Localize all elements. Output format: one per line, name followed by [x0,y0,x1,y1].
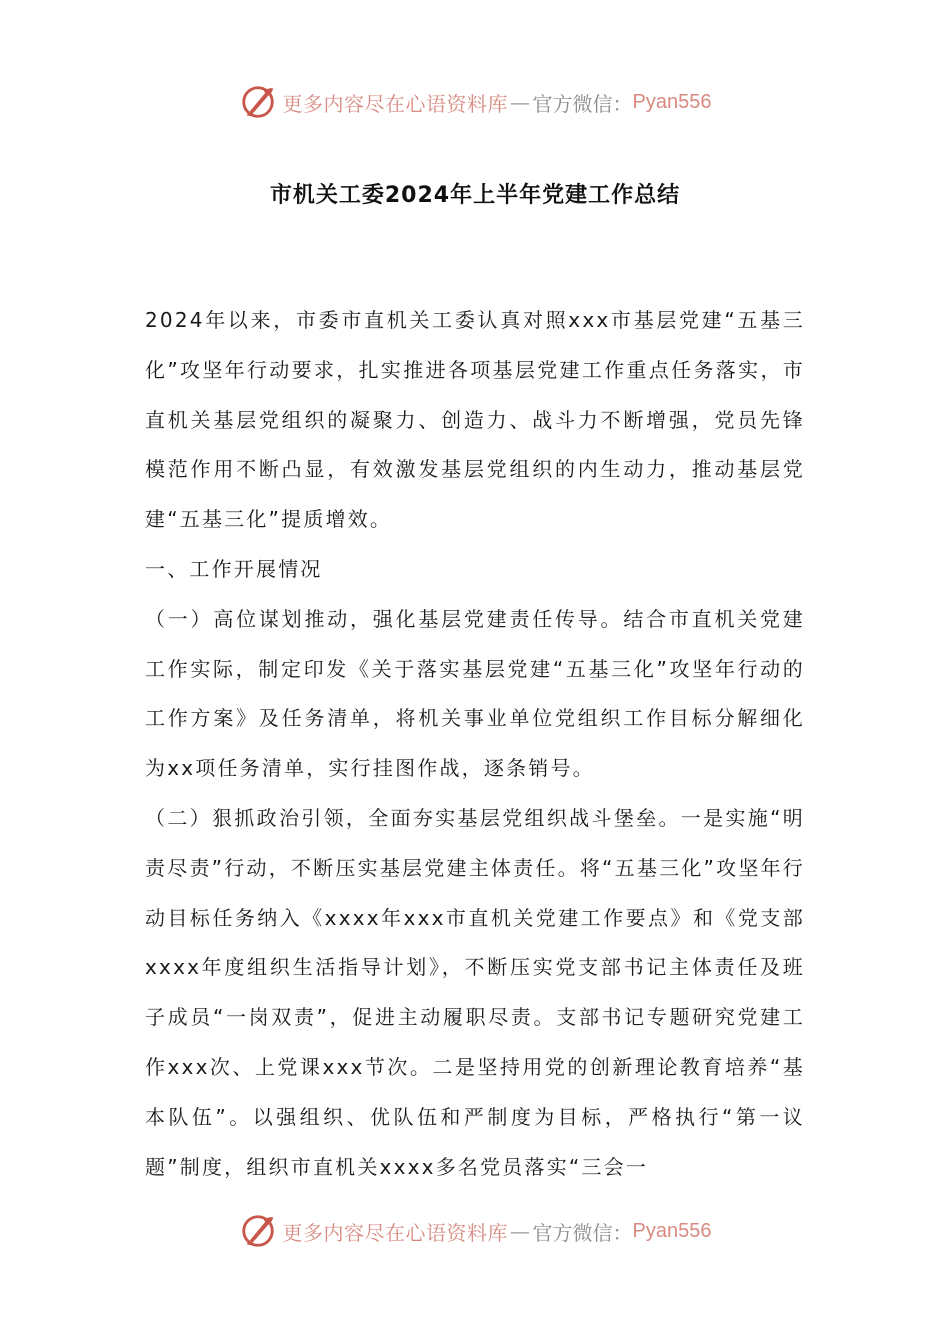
quill-logo-icon [239,83,277,121]
watermark-site-text: 更多内容尽在心语资料库 [282,1220,509,1245]
watermark-separator: — [510,1219,531,1243]
document-body [145,296,805,1192]
watermark-footer [0,1211,950,1251]
paragraph-item-1: （一）高位谋划推动，强化基层党建责任传导。结合市直机关党建工作实际，制定印发《关于落实基层党建“五基三化”攻坚年行动的工作方案》及任务清单，将机关事业单位党组织工作目标分解细化为xx项任务清单，实行挂图作战，逐条销号。 [145,606,805,781]
watermark-wechat-label: 官方微信： [532,91,633,116]
section-heading-1: 一、工作开展情况 [145,556,323,581]
document-title: 市机关工委2024年上半年党建工作总结 [269,183,681,208]
watermark-separator: — [510,90,531,114]
watermark-wechat-label: 官方微信： [532,1220,633,1245]
watermark-header [0,82,950,122]
watermark-site-text: 更多内容尽在心语资料库 [282,91,509,116]
paragraph-intro: 2024年以来，市委市直机关工委认真对照xxx市基层党建“五基三化”攻坚年行动要求，扎实推进各项基层党建工作重点任务落实，市直机关基层党组织的凝聚力、创造力、战斗力不断增强，党员先锋模范作用不断凸显，有效激发基层党组织的内生动力，推动基层党建“五基三化”提质增效。 [145,308,805,532]
quill-logo-icon [239,1212,277,1250]
watermark-wechat-id: Pyan556 [632,90,712,113]
paragraph-item-2: （二）狠抓政治引领，全面夯实基层党组织战斗堡垒。一是实施“明责尽责”行动，不断压实基层党建主体责任。将“五基三化”攻坚年行动目标任务纳入《xxxx年xxx市直机关党建工作要点》和《党支部xxxx年度组织生活指导计划》，不断压实党支部书记主体责任及班子成员“一岗双责”，促进主动履职尽责。支部书记专题研究党建工作xxx次、上党课xxx节次。二是坚持用党的创新理论教育培养“基本队伍”。以强组织、优队伍和严制度为目标，严格执行“第一议题”制度，组织市直机关xxxx多名党员落实“三会一 [145,805,805,1179]
watermark-wechat-id: Pyan556 [632,1219,712,1242]
